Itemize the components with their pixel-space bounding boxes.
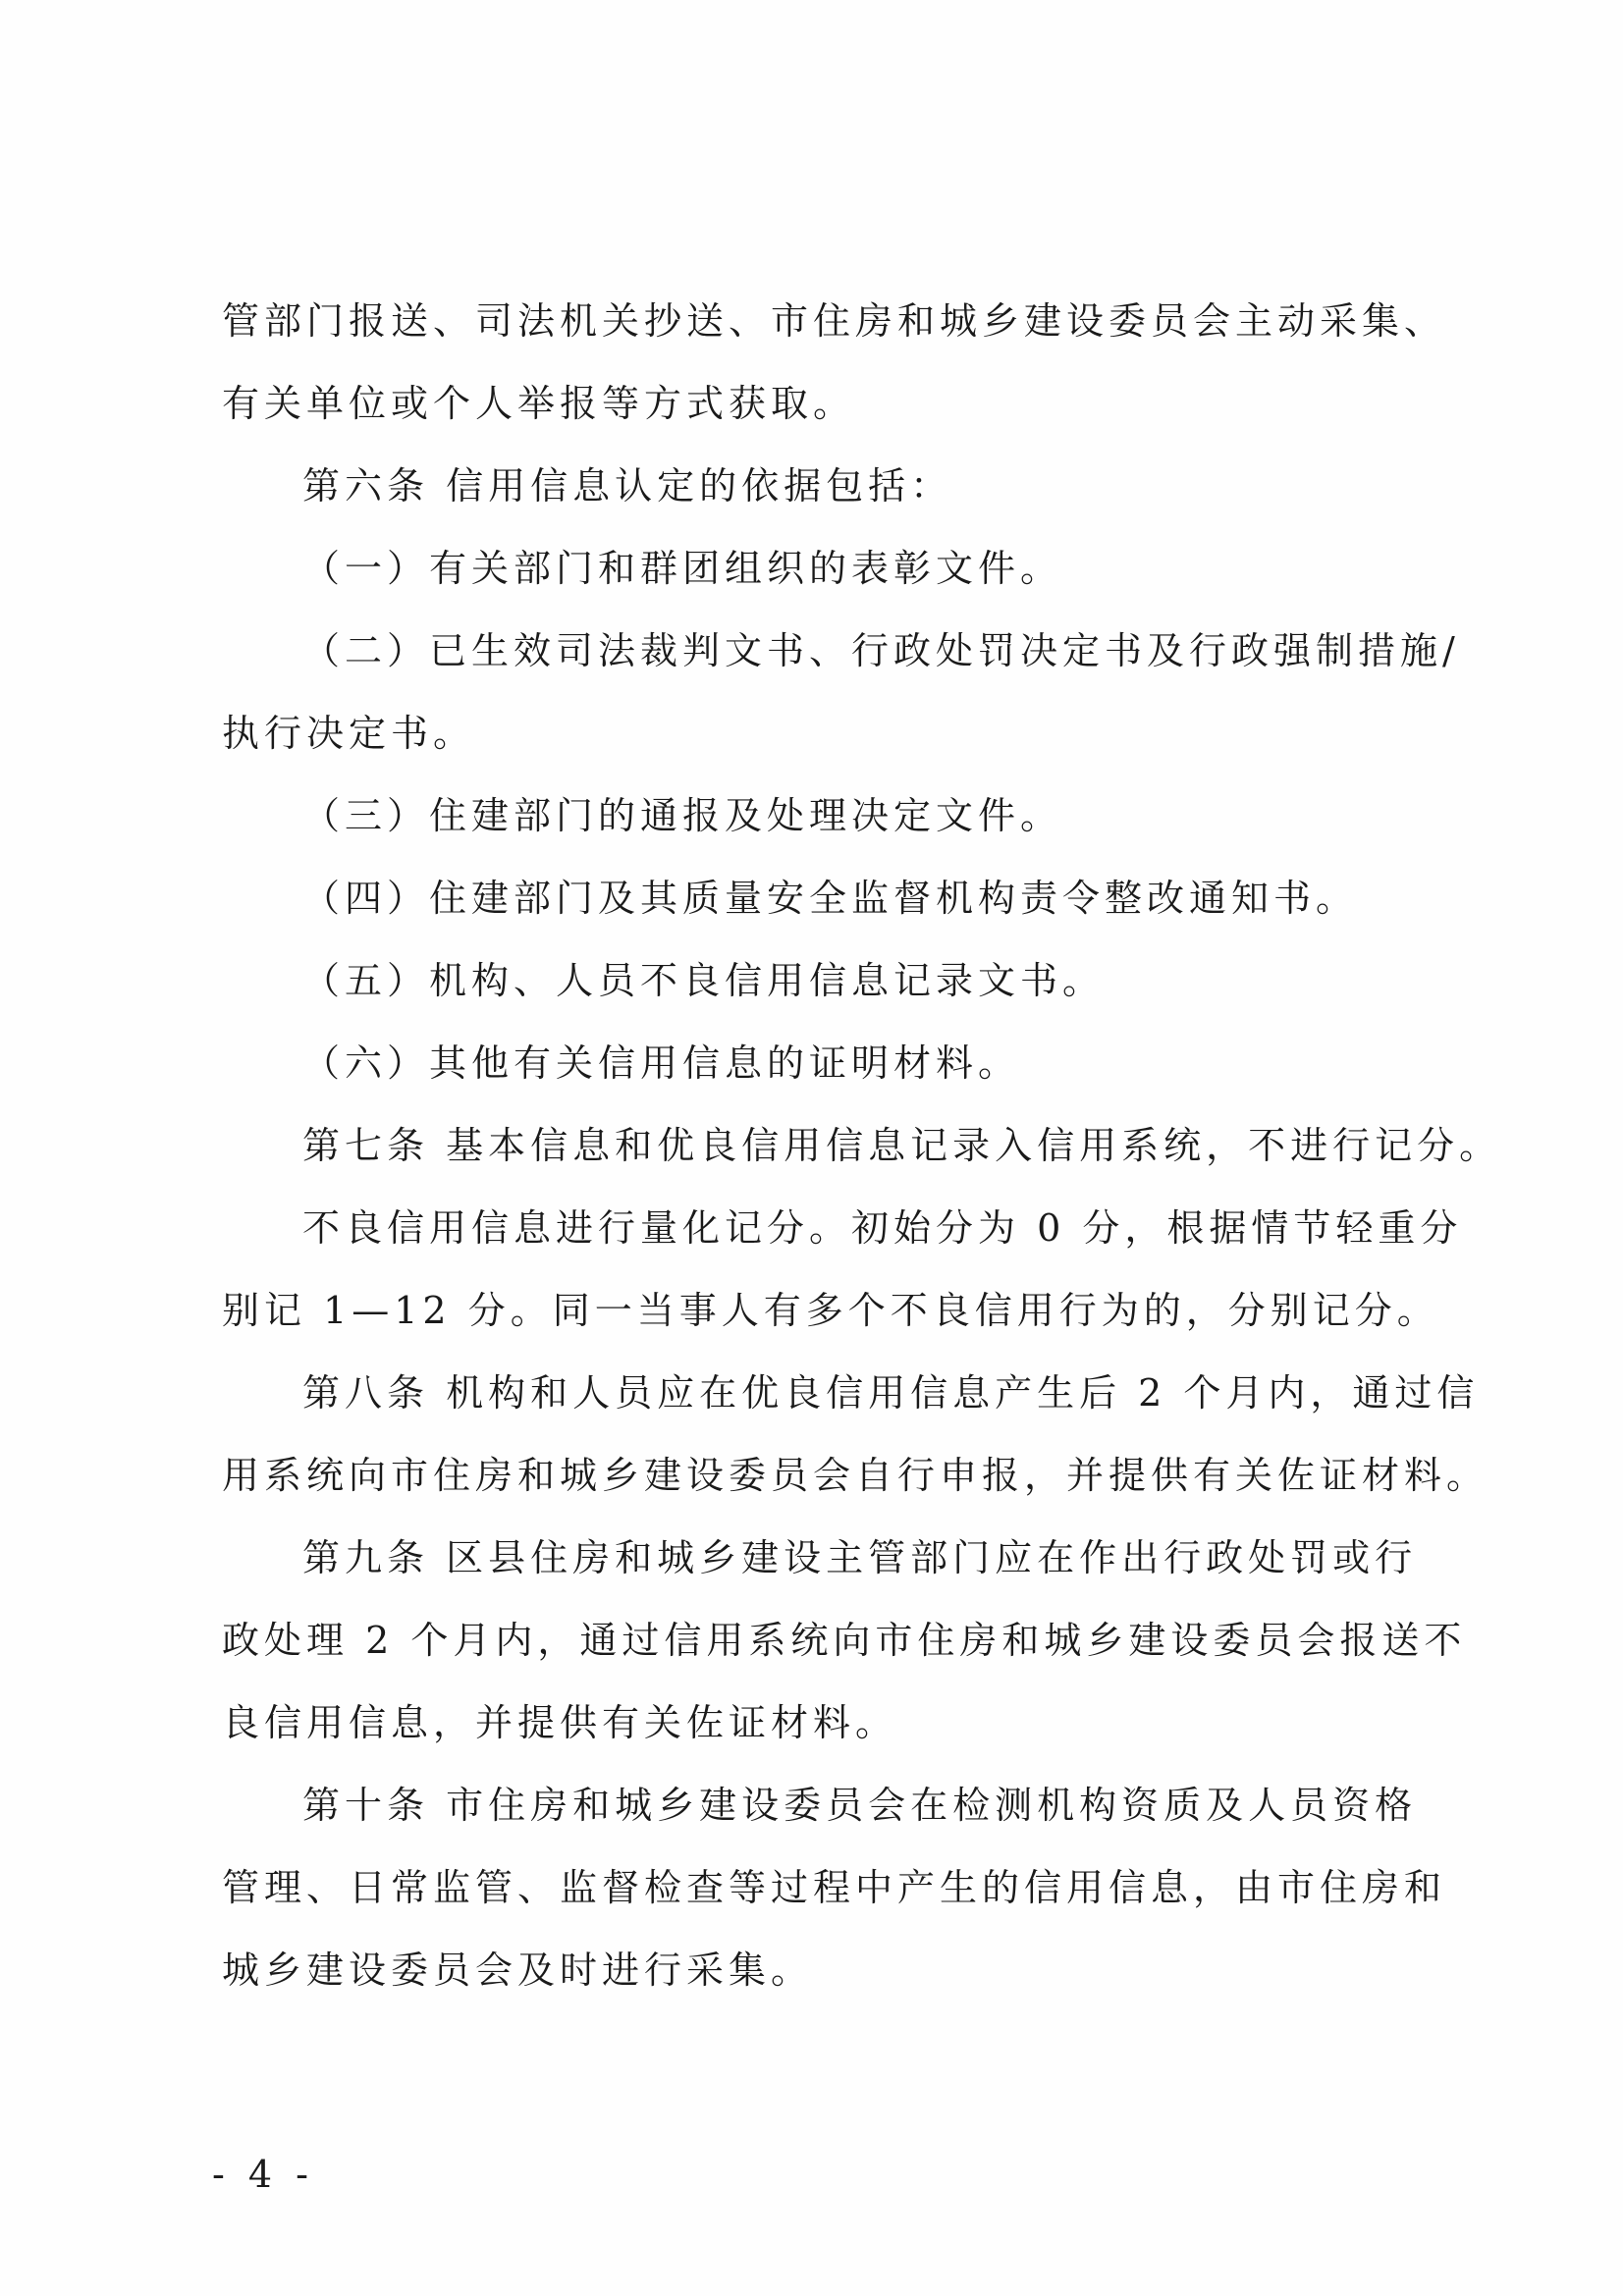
text-line: 不良信用信息进行量化记分。初始分为 0 分，根据情节轻重分	[302, 1206, 1463, 1250]
text-line: 别记 1—12 分。同一当事人有多个不良信用行为的，分别记分。	[222, 1289, 1439, 1332]
list-item: （五）机构、人员不良信用信息记录文书。	[302, 959, 1106, 1002]
text-line: 政处理 2 个月内，通过信用系统向市住房和城乡建设委员会报送不	[222, 1619, 1467, 1662]
list-item: （四）住建部门及其质量安全监督机构责令整改通知书。	[302, 877, 1359, 920]
page-number: - 4 -	[212, 2153, 315, 2196]
article-7-heading: 第七条 基本信息和优良信用信息记录入信用系统，不进行记分。	[302, 1124, 1502, 1167]
text-line: 城乡建设委员会及时进行采集。	[222, 1949, 814, 1992]
list-item: （一）有关部门和群团组织的表彰文件。	[302, 547, 1063, 590]
list-item: （二）已生效司法裁判文书、行政处罚决定书及行政强制措施/	[302, 629, 1460, 672]
article-10-heading: 第十条 市住房和城乡建设委员会在检测机构资质及人员资格	[302, 1784, 1418, 1827]
text-line: 执行决定书。	[222, 712, 476, 755]
article-6-heading: 第六条 信用信息认定的依据包括：	[302, 464, 953, 507]
list-item: （六）其他有关信用信息的证明材料。	[302, 1041, 1021, 1085]
text-line: 良信用信息，并提供有关佐证材料。	[222, 1701, 898, 1744]
article-8-heading: 第八条 机构和人员应在优良信用信息产生后 2 个月内，通过信	[302, 1371, 1480, 1415]
article-9-heading: 第九条 区县住房和城乡建设主管部门应在作出行政处罚或行	[302, 1536, 1418, 1579]
text-line: 有关单位或个人举报等方式获取。	[222, 382, 856, 425]
text-line: 管理、日常监管、监督检查等过程中产生的信用信息，由市住房和	[222, 1866, 1447, 1909]
text-line: 管部门报送、司法机关抄送、市住房和城乡建设委员会主动采集、	[222, 299, 1447, 343]
text-line: 用系统向市住房和城乡建设委员会自行申报，并提供有关佐证材料。	[222, 1454, 1489, 1497]
list-item: （三）住建部门的通报及处理决定文件。	[302, 794, 1063, 837]
